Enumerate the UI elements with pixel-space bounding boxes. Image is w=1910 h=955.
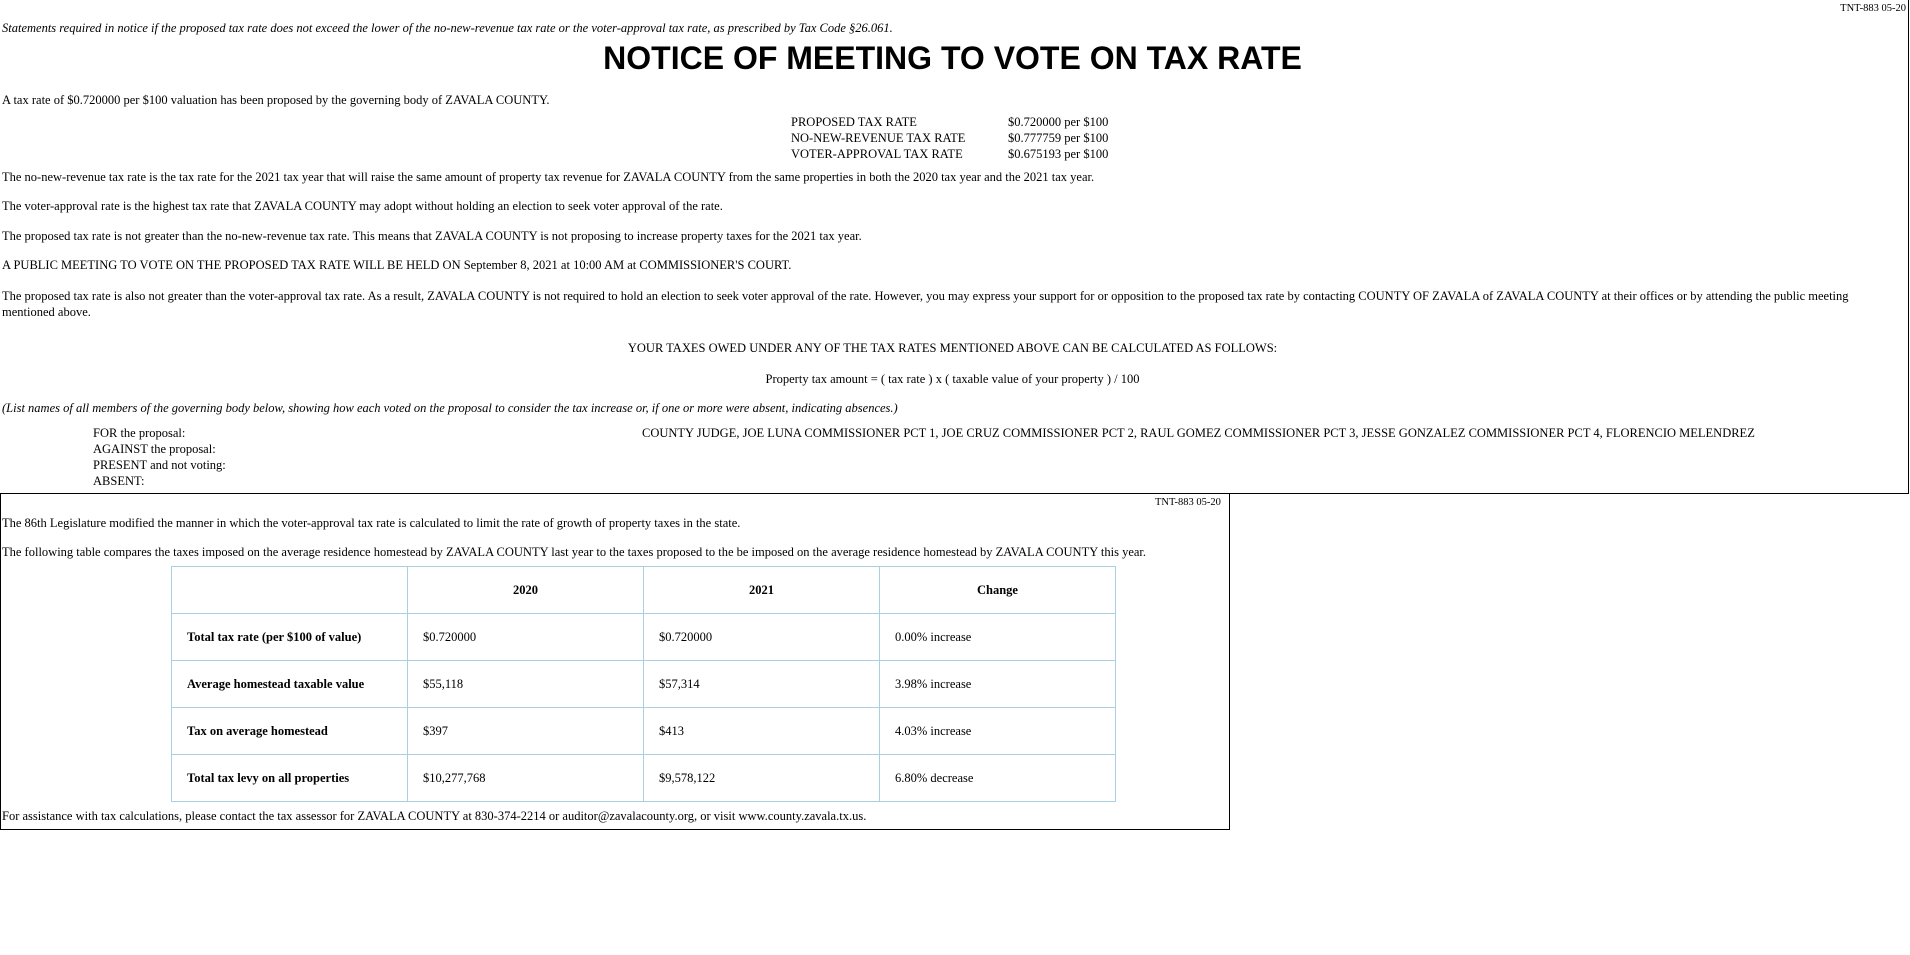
- vote-for-names: COUNTY JUDGE, JOE LUNA COMMISSIONER PCT 1, JOE CRUZ COMMISSIONER PCT 2, RAUL GOMEZ COMMISSIONER PCT 3, JESSE GONZALEZ COMMISSIONER PCT 4, FLORENCIO MELENDREZ: [642, 426, 1755, 440]
- proposed-rate-sentence: A tax rate of $0.720000 per $100 valuation has been proposed by the governing body of ZAVALA COUNTY.: [2, 93, 550, 107]
- page-title: NOTICE OF MEETING TO VOTE ON TAX RATE: [603, 40, 1302, 76]
- cell-2020: $10,277,768: [408, 755, 644, 802]
- rate-label-voter-approval: VOTER-APPROVAL TAX RATE: [791, 147, 963, 161]
- cell-2021: $0.720000: [644, 614, 880, 661]
- cell-2020: $397: [408, 708, 644, 755]
- rate-label-proposed: PROPOSED TAX RATE: [791, 115, 917, 129]
- comparison-table: [171, 566, 1116, 802]
- paragraph-voter-approval: The voter-approval rate is the highest tax rate that ZAVALA COUNTY may adopt without holding an election to seek voter approval of the rate.: [2, 199, 723, 213]
- table-intro: The following table compares the taxes imposed on the average residence homestead by ZAVALA COUNTY last year to the taxes proposed to the be imposed on the average residence homestead by ZAVALA COUNTY this year.: [2, 545, 1147, 559]
- cell-change: 0.00% increase: [880, 614, 1116, 661]
- cell-change: 4.03% increase: [880, 708, 1116, 755]
- row-label: Total tax levy on all properties: [172, 755, 408, 802]
- paragraph-election: The proposed tax rate is also not greater than the voter-approval tax rate. As a result, ZAVALA COUNTY is not required to hold an election to seek voter approval of the rate. However, you may express your support for or opposition to the proposed tax rate by contacting COUNTY OF ZAVALA of ZAVALA COUNTY at their offices or by attending the public meeting mentioned above.: [2, 289, 1849, 319]
- table-row: [172, 755, 1116, 802]
- paragraph-no-new-revenue: The no-new-revenue tax rate is the tax rate for the 2021 tax year that will raise the same amount of property tax revenue for ZAVALA COUNTY from the same properties in both the 2020 tax year and the 2021 tax year.: [2, 170, 1095, 184]
- vote-against-label: AGAINST the proposal:: [93, 442, 216, 456]
- header-2020: 2020: [408, 567, 644, 614]
- paragraph-not-greater: The proposed tax rate is not greater than the no-new-revenue tax rate. This means that ZAVALA COUNTY is not proposing to increase property taxes for the 2021 tax year.: [2, 229, 862, 243]
- paragraph-meeting: A PUBLIC MEETING TO VOTE ON THE PROPOSED TAX RATE WILL BE HELD ON September 8, 2021 at 10:00 AM at COMMISSIONER'S COURT.: [2, 258, 792, 272]
- form-code-2: TNT-883 05-20: [1155, 497, 1221, 508]
- cell-2020: $0.720000: [408, 614, 644, 661]
- cell-2020: $55,118: [408, 661, 644, 708]
- cell-change: 6.80% decrease: [880, 755, 1116, 802]
- header-empty: [172, 567, 408, 614]
- vote-absent-label: ABSENT:: [93, 474, 145, 488]
- row-label: Total tax rate (per $100 of value): [172, 614, 408, 661]
- cell-change: 3.98% increase: [880, 661, 1116, 708]
- header-change: Change: [880, 567, 1116, 614]
- calculation-formula: Property tax amount = ( tax rate ) x ( taxable value of your property ) / 100: [765, 372, 1140, 386]
- header-2021: 2021: [644, 567, 880, 614]
- form-code: TNT-883 05-20: [1840, 3, 1906, 14]
- row-label: Tax on average homestead: [172, 708, 408, 755]
- vote-present-label: PRESENT and not voting:: [93, 458, 226, 472]
- governing-body-note: (List names of all members of the governing body below, showing how each voted on the proposal to consider the tax increase or, if one or more were absent, indicating absences.): [2, 401, 898, 415]
- table-row: [172, 708, 1116, 755]
- table-row: [172, 614, 1116, 661]
- cell-2021: $413: [644, 708, 880, 755]
- table-row: [172, 661, 1116, 708]
- row-label: Average homestead taxable value: [172, 661, 408, 708]
- assistance-paragraph: For assistance with tax calculations, please contact the tax assessor for ZAVALA COUNTY at 830-374-2214 or auditor@zavalacounty.org, or visit www.county.zavala.tx.us.: [2, 809, 867, 823]
- cell-2021: $57,314: [644, 661, 880, 708]
- rate-value-proposed: $0.720000 per $100: [1008, 115, 1109, 129]
- intro-statement: Statements required in notice if the proposed tax rate does not exceed the lower of the no-new-revenue tax rate or the voter-approval tax rate, as prescribed by Tax Code §26.061.: [2, 21, 893, 35]
- legislature-paragraph: The 86th Legislature modified the manner in which the voter-approval tax rate is calculated to limit the rate of growth of property taxes in the state.: [2, 516, 741, 530]
- vote-for-label: FOR the proposal:: [93, 426, 186, 440]
- rate-label-no-new-revenue: NO-NEW-REVENUE TAX RATE: [791, 131, 966, 145]
- cell-2021: $9,578,122: [644, 755, 880, 802]
- rate-value-no-new-revenue: $0.777759 per $100: [1008, 131, 1109, 145]
- rate-value-voter-approval: $0.675193 per $100: [1008, 147, 1109, 161]
- table-header-row: [172, 567, 1116, 614]
- calculation-heading: YOUR TAXES OWED UNDER ANY OF THE TAX RATES MENTIONED ABOVE CAN BE CALCULATED AS FOLLOWS:: [627, 341, 1278, 355]
